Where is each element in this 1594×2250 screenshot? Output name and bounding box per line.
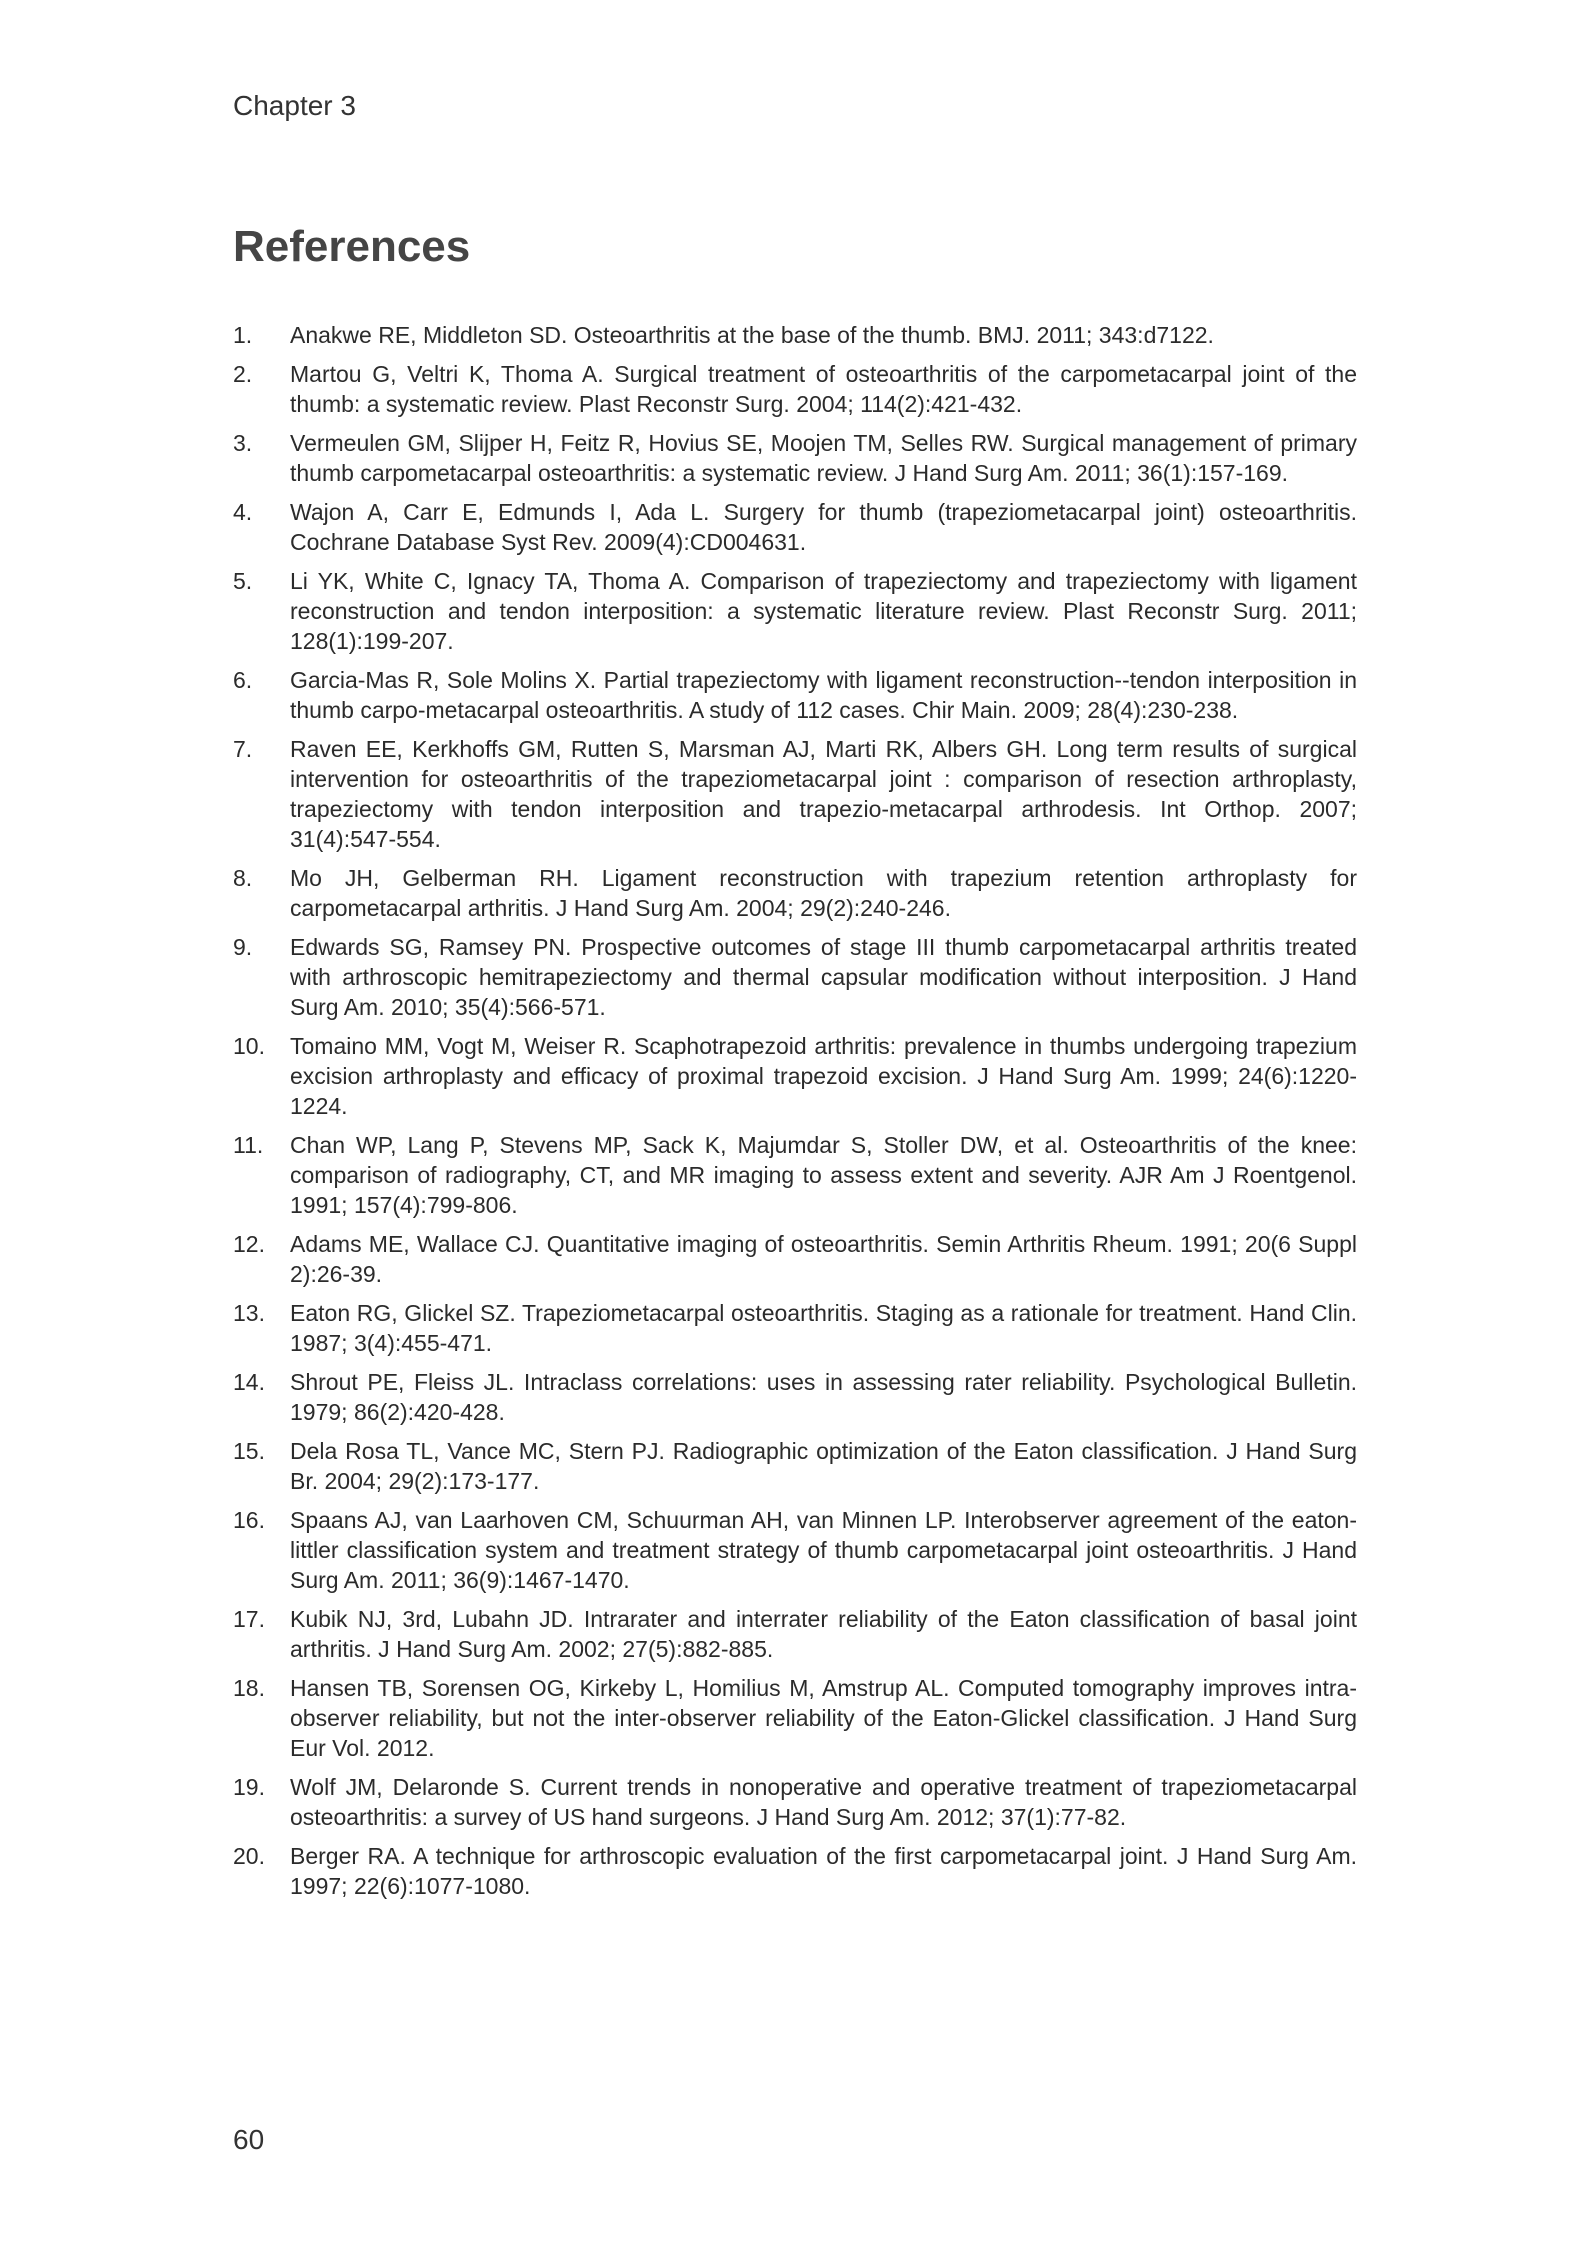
reference-item (233, 428, 1357, 488)
reference-text: Spaans AJ, van Laarhoven CM, Schuurman AH, van Minnen LP. Interobserver agreement of the eaton-littler classification system and treatment strategy of thumb carpometacarpal joint osteoarthritis. J Hand Surg Am. 2011; 36(9):1467-1470. (290, 1507, 1357, 1593)
reference-text: Shrout PE, Fleiss JL. Intraclass correlations: uses in assessing rater reliability. Psychological Bulletin. 1979; 86(2):420-428. (290, 1369, 1357, 1425)
reference-item (233, 1604, 1357, 1664)
reference-text: Mo JH, Gelberman RH. Ligament reconstruction with trapezium retention arthroplasty for carpometacarpal arthritis. J Hand Surg Am. 2004; 29(2):240-246. (290, 865, 1357, 921)
reference-text: Garcia-Mas R, Sole Molins X. Partial trapeziectomy with ligament reconstruction--tendon interposition in thumb carpo-metacarpal osteoarthritis. A study of 112 cases. Chir Main. 2009; 28(4):230-238. (290, 667, 1357, 723)
reference-text: Li YK, White C, Ignacy TA, Thoma A. Comparison of trapeziectomy and trapeziectomy with ligament reconstruction and tendon interposition: a systematic literature review. Plast Reconstr Surg. 2011; 128(1):199-207. (290, 568, 1357, 654)
reference-item (233, 320, 1357, 350)
reference-number: 6. (233, 667, 253, 693)
reference-number: 4. (233, 499, 253, 525)
reference-number: 15. (233, 1438, 265, 1464)
reference-number: 16. (233, 1507, 265, 1533)
running-head: Chapter 3 (233, 90, 356, 121)
reference-item (233, 497, 1357, 557)
reference-text: Anakwe RE, Middleton SD. Osteoarthritis at the base of the thumb. BMJ. 2011; 343:d7122. (290, 322, 1214, 348)
reference-text: Hansen TB, Sorensen OG, Kirkeby L, Homilius M, Amstrup AL. Computed tomography improves intra-observer reliability, but not the inter-observer reliability of the Eaton-Glickel classification. J Hand Surg Eur Vol. 2012. (290, 1675, 1357, 1761)
reference-number: 20. (233, 1843, 265, 1869)
reference-number: 13. (233, 1300, 265, 1326)
reference-text: Wolf JM, Delaronde S. Current trends in nonoperative and operative treatment of trapeziometacarpal osteoarthritis: a survey of US hand surgeons. J Hand Surg Am. 2012; 37(1):77-82. (290, 1774, 1357, 1830)
reference-text: Raven EE, Kerkhoffs GM, Rutten S, Marsman AJ, Marti RK, Albers GH. Long term results of surgical intervention for osteoarthritis of the trapeziometacarpal joint : comparison of resection arthroplasty, trapeziectomy with tendon interposition and trapezio-metacarpal arthrodesis. Int Orthop. 2007; 31(4):547-554. (290, 736, 1357, 852)
reference-number: 8. (233, 865, 253, 891)
section-title: References (233, 222, 471, 271)
reference-number: 19. (233, 1774, 265, 1800)
reference-item (233, 734, 1357, 854)
reference-text: Chan WP, Lang P, Stevens MP, Sack K, Majumdar S, Stoller DW, et al. Osteoarthritis of the knee: comparison of radiography, CT, and MR imaging to assess extent and severity. AJR Am J Roentgenol. 1991; 157(4):799-806. (290, 1132, 1357, 1218)
reference-text: Berger RA. A technique for arthroscopic evaluation of the first carpometacarpal joint. J Hand Surg Am. 1997; 22(6):1077-1080. (290, 1843, 1357, 1899)
reference-number: 11. (233, 1132, 264, 1158)
reference-item (233, 1436, 1357, 1496)
reference-item (233, 1298, 1357, 1358)
reference-item (233, 1130, 1357, 1220)
reference-text: Edwards SG, Ramsey PN. Prospective outcomes of stage III thumb carpometacarpal arthritis treated with arthroscopic hemitrapeziectomy and thermal capsular modification without interposition. J Hand Surg Am. 2010; 35(4):566-571. (290, 934, 1357, 1020)
reference-number: 2. (233, 361, 253, 387)
reference-number: 3. (233, 430, 253, 456)
reference-item (233, 1229, 1357, 1289)
reference-item (233, 1841, 1357, 1901)
reference-number: 10. (233, 1033, 265, 1059)
reference-item (233, 1673, 1357, 1763)
reference-number: 12. (233, 1231, 265, 1257)
reference-number: 18. (233, 1675, 265, 1701)
reference-item (233, 359, 1357, 419)
reference-number: 7. (233, 736, 253, 762)
reference-number: 9. (233, 934, 253, 960)
reference-text: Tomaino MM, Vogt M, Weiser R. Scaphotrapezoid arthritis: prevalence in thumbs undergoing trapezium excision arthroplasty and efficacy of proximal trapezoid excision. J Hand Surg Am. 1999; 24(6):1220-1224. (290, 1033, 1357, 1119)
reference-text: Vermeulen GM, Slijper H, Feitz R, Hovius SE, Moojen TM, Selles RW. Surgical management of primary thumb carpometacarpal osteoarthritis: a systematic review. J Hand Surg Am. 2011; 36(1):157-169. (290, 430, 1357, 486)
reference-number: 17. (233, 1606, 265, 1632)
reference-item (233, 566, 1357, 656)
reference-item (233, 1772, 1357, 1832)
reference-text: Kubik NJ, 3rd, Lubahn JD. Intrarater and interrater reliability of the Eaton classification of basal joint arthritis. J Hand Surg Am. 2002; 27(5):882-885. (290, 1606, 1357, 1662)
reference-number: 5. (233, 568, 253, 594)
reference-item (233, 932, 1357, 1022)
reference-item (233, 1505, 1357, 1595)
reference-item (233, 1031, 1357, 1121)
reference-text: Wajon A, Carr E, Edmunds I, Ada L. Surgery for thumb (trapeziometacarpal joint) osteoarthritis. Cochrane Database Syst Rev. 2009(4):CD004631. (290, 499, 1357, 555)
reference-text: Martou G, Veltri K, Thoma A. Surgical treatment of osteoarthritis of the carpometacarpal joint of the thumb: a systematic review. Plast Reconstr Surg. 2004; 114(2):421-432. (290, 361, 1357, 417)
page-number: 60 (233, 2124, 265, 2155)
reference-item (233, 863, 1357, 923)
reference-item (233, 665, 1357, 725)
reference-text: Dela Rosa TL, Vance MC, Stern PJ. Radiographic optimization of the Eaton classification. J Hand Surg Br. 2004; 29(2):173-177. (290, 1438, 1357, 1494)
reference-item (233, 1367, 1357, 1427)
reference-text: Adams ME, Wallace CJ. Quantitative imaging of osteoarthritis. Semin Arthritis Rheum. 1991; 20(6 Suppl 2):26-39. (290, 1231, 1357, 1287)
reference-text: Eaton RG, Glickel SZ. Trapeziometacarpal osteoarthritis. Staging as a rationale for treatment. Hand Clin. 1987; 3(4):455-471. (290, 1300, 1357, 1356)
reference-number: 14. (233, 1369, 265, 1395)
reference-number: 1. (233, 322, 253, 348)
reference-list (233, 320, 1357, 1910)
